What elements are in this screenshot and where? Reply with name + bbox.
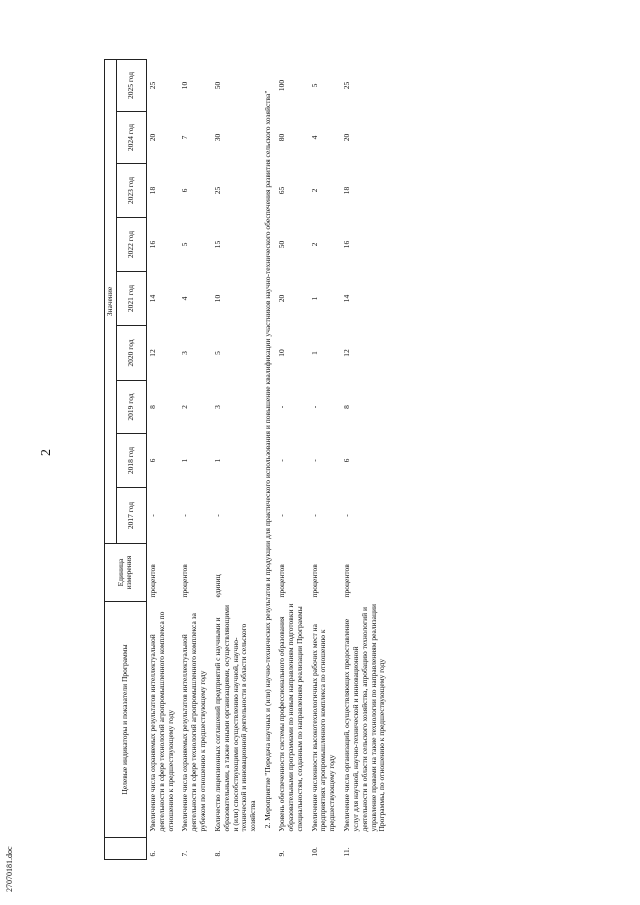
value-cell: 3 (180, 351, 190, 355)
value-cell: 12 (342, 349, 352, 357)
section-row (262, 59, 276, 859)
value-cell: 4 (180, 296, 190, 301)
value-cell: 7 (180, 135, 190, 140)
value-cell: 4 (309, 135, 319, 140)
value-cell: 6 (180, 188, 190, 193)
indicator-text: Уровень обеспеченности системы профессионального образования образовательными программами по новым направлениям подготовки и специальностям, созданным по направлениям реализации Программы (276, 603, 304, 832)
value-cell: 2 (309, 242, 319, 247)
value-cell: - (309, 514, 319, 517)
value-cell: - (147, 514, 157, 517)
value-cell: - (276, 459, 286, 462)
row-number: 8. (212, 850, 222, 857)
table-row (341, 59, 391, 859)
table-row (309, 59, 342, 859)
row-number: 6. (147, 850, 157, 857)
unit-cell: процентов (147, 564, 157, 598)
value-cell: - (276, 405, 286, 409)
value-cell: 50 (276, 240, 286, 249)
table-row (179, 59, 212, 859)
value-cell: - (342, 514, 352, 517)
value-cell: 6 (147, 458, 157, 463)
value-cell: 8 (342, 405, 352, 409)
row-number: 7. (180, 850, 190, 857)
value-cell: 1 (309, 296, 319, 301)
header-year: 2025 год (116, 59, 146, 111)
header-year: 2017 год (116, 488, 146, 544)
row-number: 9. (276, 850, 286, 857)
header-year: 2024 год (116, 112, 146, 164)
value-cell: 16 (342, 240, 352, 249)
value-cell: 2 (309, 188, 319, 193)
section-title: 2. Мероприятие "Передача научных и (или) научно-технических результатов и продукции для практического использования и повышение квалификации участников научно-технического обеспечения развития сельского хозяйства" (263, 90, 273, 829)
header-value-group: Значение (105, 59, 117, 543)
unit-cell: единиц (212, 574, 222, 598)
header-year: 2022 год (116, 218, 146, 272)
value-cell: 80 (276, 133, 286, 142)
value-cell: 25 (342, 81, 352, 90)
value-cell: 12 (147, 349, 157, 357)
value-cell: 18 (342, 186, 352, 195)
table-body (146, 59, 391, 859)
value-cell: - (180, 514, 190, 517)
value-cell: 1 (180, 458, 190, 463)
rotated-table-container (104, 60, 580, 860)
table-header (105, 59, 147, 859)
footer-document-code: 27070181.doc (5, 846, 14, 892)
header-year: 2020 год (116, 326, 146, 381)
unit-cell: процентов (276, 564, 286, 598)
value-cell: 100 (276, 79, 286, 92)
value-cell: - (309, 405, 319, 409)
header-year: 2021 год (116, 272, 146, 326)
unit-cell: процентов (342, 564, 352, 598)
value-cell: 14 (342, 294, 352, 303)
value-cell: 25 (212, 186, 222, 195)
value-cell: 1 (309, 351, 319, 355)
header-unit: Единица измерения (105, 544, 147, 602)
header-year: 2019 год (116, 381, 146, 434)
header-number-cell (105, 838, 147, 860)
value-cell: 5 (309, 83, 319, 88)
value-cell: 16 (147, 240, 157, 249)
value-cell: 65 (276, 186, 286, 195)
indicator-text: Увеличение числа охраняемых результатов интеллектуальной деятельности в сфере технологий агропромышленного комплекса за рубежом по отношению к предшествующему году (180, 613, 208, 832)
indicators-table (104, 59, 391, 860)
indicator-text: Количество лицензионных соглашений предприятий с научными и образовательными, а также иными организациями, осуществляющими и (или) способствующими осуществлению научной, научно-технической и инновационной деятельности в области сельского хозяйства (212, 604, 258, 832)
value-cell: 15 (212, 240, 222, 249)
table-row (146, 59, 179, 859)
page-number: 2 (39, 449, 54, 456)
value-cell: 10 (180, 81, 190, 90)
table-row (276, 59, 309, 859)
table-row (212, 59, 262, 859)
row-number: 10. (309, 847, 319, 857)
value-cell: 5 (212, 351, 222, 355)
value-cell: 10 (276, 349, 286, 357)
value-cell: 6 (342, 458, 352, 463)
value-cell: - (212, 514, 222, 517)
unit-cell: процентов (309, 564, 319, 598)
value-cell: 20 (276, 294, 286, 303)
value-cell: 50 (212, 81, 222, 90)
indicator-text: Увеличение числа охраняемых результатов интеллектуальной деятельности в сфере технологий агропромышленного комплекса по отношению к предшествующему году (147, 611, 175, 832)
value-cell: 20 (342, 133, 352, 142)
value-cell: 5 (180, 242, 190, 247)
value-cell: 20 (147, 133, 157, 142)
value-cell: 8 (147, 405, 157, 409)
value-cell: 25 (147, 81, 157, 90)
indicator-text: Увеличение числа организаций, осуществляющих предоставление услуг для научной, научно-технической и инновационной деятельности в области сельского хозяйства, апробацию технологий и управление правами на такие технологии по направлениям реализации Программы, по отношению к предшествующему году (342, 604, 387, 832)
value-cell: - (309, 459, 319, 462)
header-year: 2023 год (116, 164, 146, 218)
value-cell: 14 (147, 294, 157, 303)
value-cell: 30 (212, 133, 222, 142)
unit-cell: процентов (180, 564, 190, 598)
value-cell: 10 (212, 294, 222, 303)
value-cell: 18 (147, 186, 157, 195)
header-year: 2018 год (116, 434, 146, 488)
header-indicator: Целевые индикаторы и показатели Программы (105, 602, 147, 838)
indicator-text: Увеличение численности высокотехнологичных рабочих мест на предприятиях агропромышленного комплекса по отношению к предшествующему году (309, 624, 337, 832)
row-number: 11. (342, 847, 352, 857)
value-cell: 3 (212, 405, 222, 409)
value-cell: 1 (212, 458, 222, 463)
value-cell: - (276, 514, 286, 517)
value-cell: 2 (180, 405, 190, 409)
